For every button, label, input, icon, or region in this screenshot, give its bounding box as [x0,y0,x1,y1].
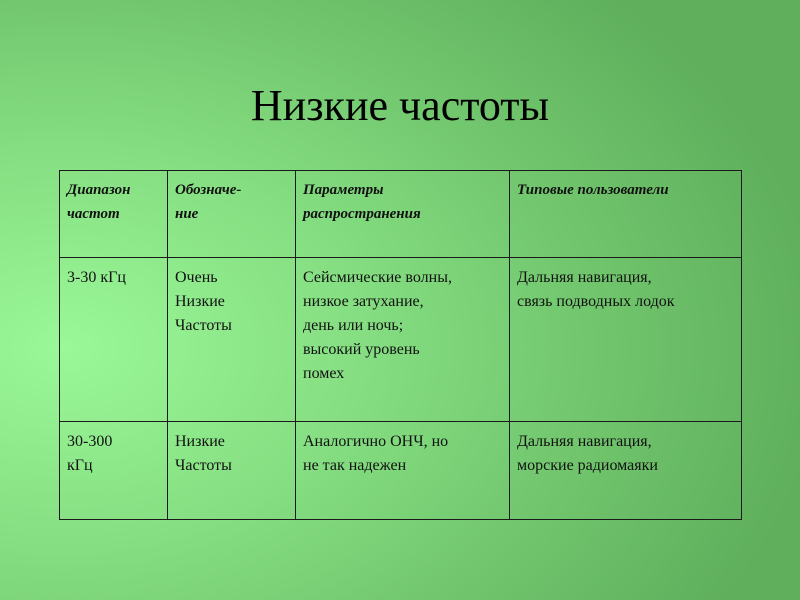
cell-frequency-range: 3-30 кГц [60,258,168,422]
cell-designation: Очень Низкие Частоты [168,258,296,422]
cell-propagation-parameters: Сейсмические волны, низкое затухание, день или ночь; высокий уровень помех [296,258,510,422]
table-row [60,258,742,422]
cell-designation: Низкие Частоты [168,422,296,520]
table-row [60,422,742,520]
header-designation: Обозначе- ние [168,171,296,258]
header-typical-users: Типовые пользователи [510,171,742,258]
cell-frequency-range: 30-300 кГц [60,422,168,520]
slide-title: Низкие частоты [250,81,550,130]
frequency-table [59,170,742,520]
cell-propagation-parameters: Аналогично ОНЧ, но не так надежен [296,422,510,520]
table-header-row [60,171,742,258]
cell-typical-users: Дальняя навигация, связь подводных лодок [510,258,742,422]
header-propagation-parameters: Параметры распространения [296,171,510,258]
header-frequency-range: Диапазон частот [60,171,168,258]
cell-typical-users: Дальняя навигация, морские радиомаяки [510,422,742,520]
